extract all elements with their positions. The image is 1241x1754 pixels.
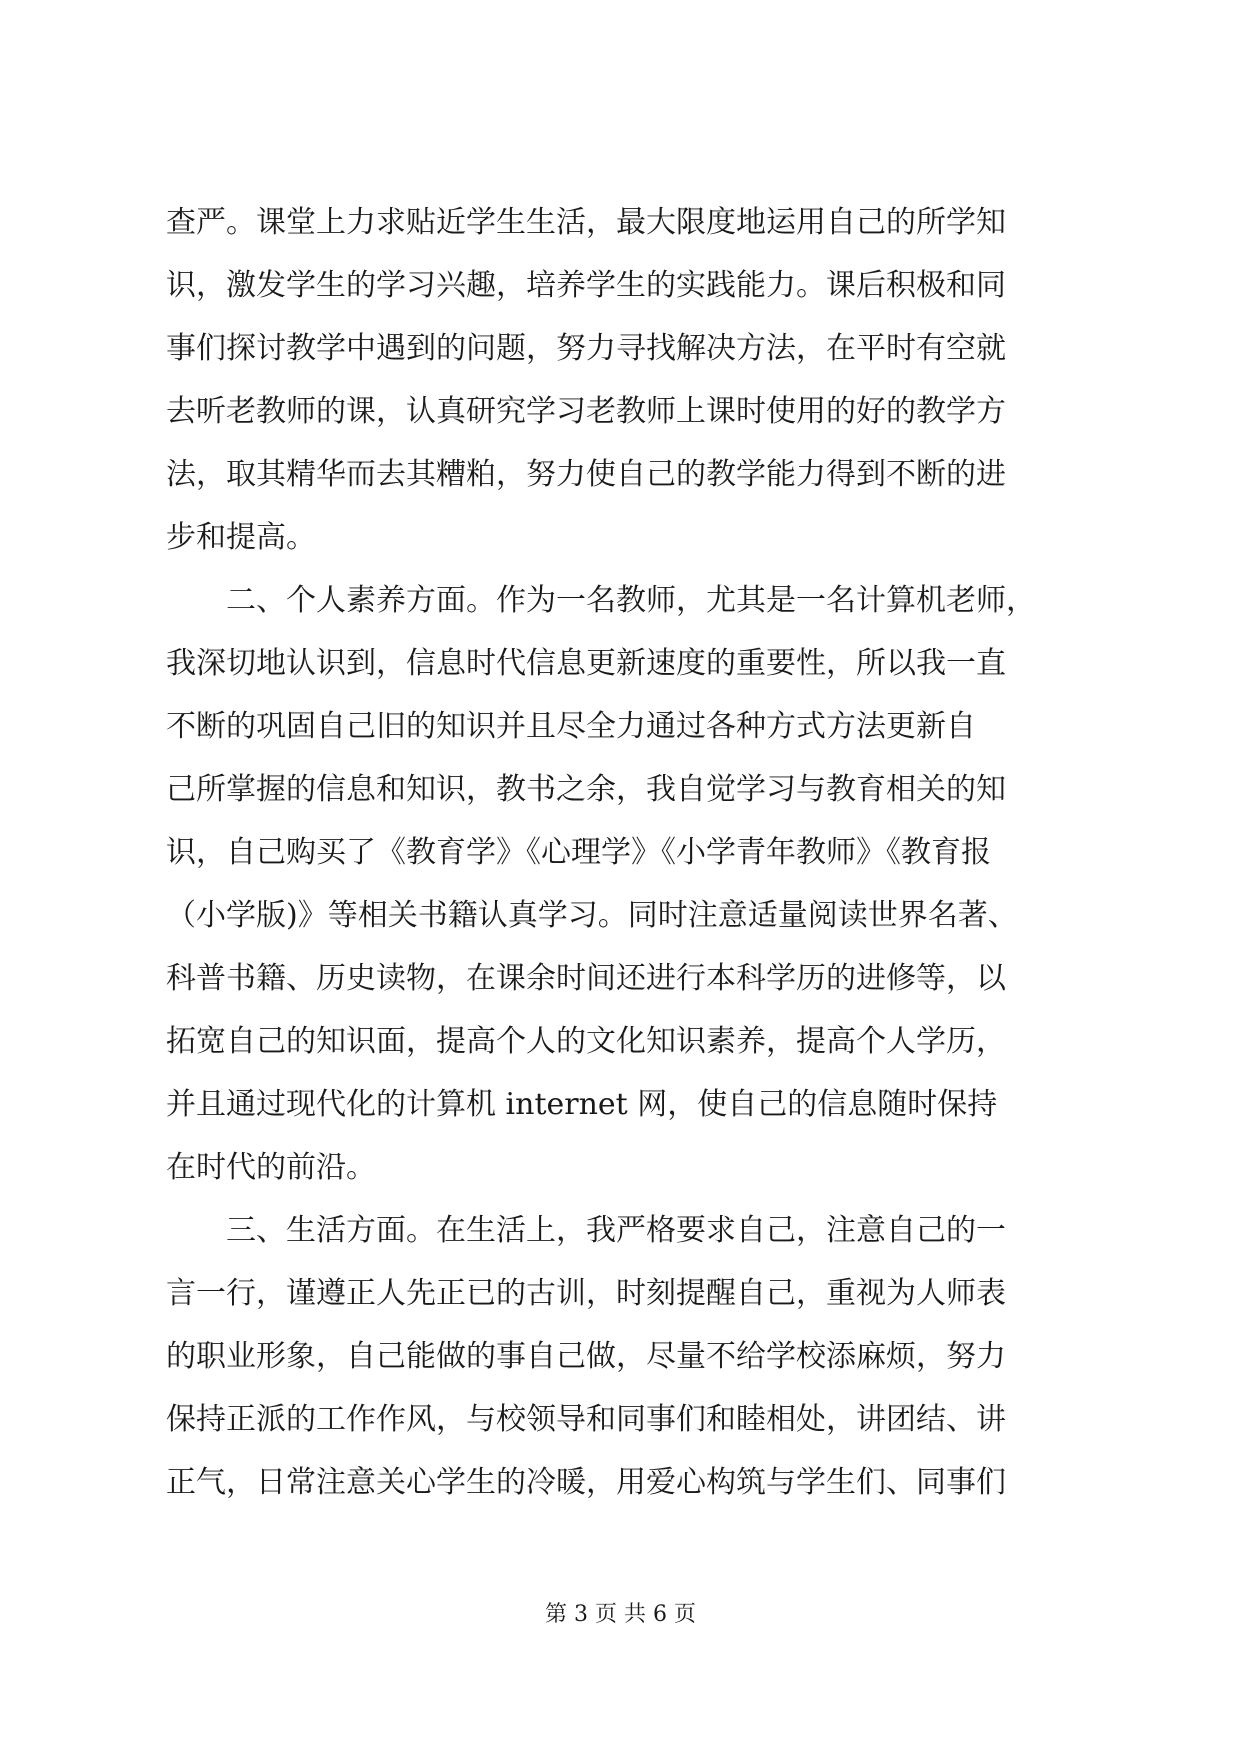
text-line: 己所掌握的信息和知识，教书之余，我自觉学习与教育相关的知	[166, 772, 1006, 807]
text-line: 保持正派的工作作风，与校领导和同事们和睦相处，讲团结、讲	[166, 1402, 1006, 1437]
text-line: 三、生活方面。在生活上，我严格要求自己，注意自己的一	[166, 1213, 1006, 1248]
text-line: 的职业形象，自己能做的事自己做，尽量不给学校添麻烦，努力	[166, 1339, 1006, 1374]
text-line: 识，激发学生的学习兴趣，培养学生的实践能力。课后积极和同	[166, 268, 1006, 303]
text-line: 去听老教师的课，认真研究学习老教师上课时使用的好的教学方	[166, 394, 1006, 429]
text-line: 科普书籍、历史读物，在课余时间还进行本科学历的进修等，以	[166, 961, 1006, 996]
text-line: 事们探讨教学中遇到的问题，努力寻找解决方法，在平时有空就	[166, 331, 1006, 366]
text-line: 查严。课堂上力求贴近学生生活，最大限度地运用自己的所学知	[166, 205, 1006, 240]
text-line: 识，自己购买了《教育学》《心理学》《小学青年教师》《教育报	[166, 835, 991, 870]
text-line: 法，取其精华而去其糟粕，努力使自己的教学能力得到不断的进	[166, 457, 1006, 492]
text-line: 并且通过现代化的计算机 internet 网，使自己的信息随时保持	[166, 1087, 998, 1122]
page-footer: 第 3 页 共 6 页	[545, 1602, 696, 1627]
text-line: （小学版)》等相关书籍认真学习。同时注意适量阅读世界名著、	[166, 898, 1018, 933]
text-line: 言一行，谨遵正人先正已的古训，时刻提醒自己，重视为人师表	[166, 1276, 1006, 1311]
text-line: 正气，日常注意关心学生的冷暖，用爱心构筑与学生们、同事们	[166, 1465, 1006, 1500]
text-line: 不断的巩固自己旧的知识并且尽全力通过各种方式方法更新自	[166, 709, 976, 744]
text-line: 步和提高。	[166, 520, 316, 555]
text-line: 拓宽自己的知识面，提高个人的文化知识素养，提高个人学历，	[166, 1024, 1006, 1059]
text-line: 在时代的前沿。	[166, 1150, 376, 1185]
text-line: 我深切地认识到，信息时代信息更新速度的重要性，所以我一直	[166, 646, 1006, 681]
text-line: 二、个人素养方面。作为一名教师，尤其是一名计算机老师，	[166, 583, 1036, 618]
